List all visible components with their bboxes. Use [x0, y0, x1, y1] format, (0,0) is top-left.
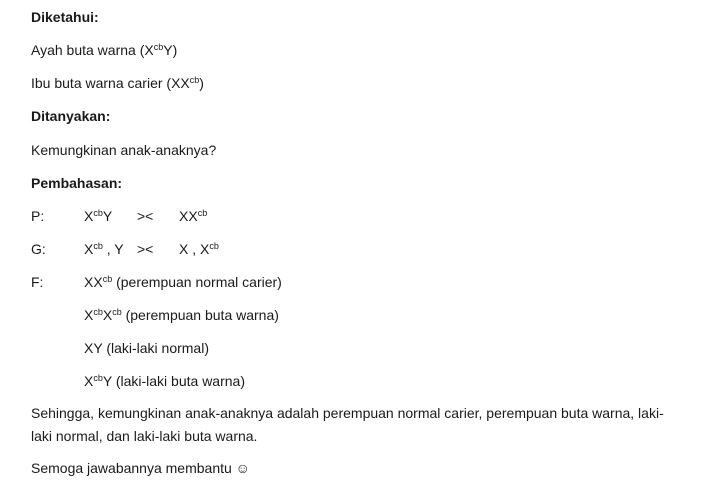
row-g-right-sup: cb	[209, 241, 219, 251]
row-g-right	[179, 240, 219, 260]
row-p-label: P:	[31, 208, 45, 224]
row-f2-base1: X	[84, 307, 94, 323]
row-f1-text: (perempuan normal carier)	[112, 274, 282, 290]
row-f2-text: (perempuan buta warna)	[121, 307, 279, 323]
row-p-right-sup: cb	[197, 208, 208, 218]
row-f4-content	[84, 372, 245, 392]
heading-discussion: Pembahasan:	[31, 175, 123, 191]
row-f3-content: XY (laki-laki normal)	[84, 340, 209, 356]
known-father	[31, 41, 177, 61]
row-f4-sup: cb	[93, 373, 103, 383]
row-f1-sup: cb	[102, 274, 113, 284]
row-g-label: G:	[31, 241, 46, 257]
row-g-left-sup: cb	[93, 241, 103, 251]
mother-end: )	[199, 75, 204, 91]
row-f4-base: X	[84, 373, 94, 389]
heading-asked: Ditanyakan:	[31, 108, 111, 124]
row-p-left-end: Y	[102, 208, 113, 224]
row-p-right-base: XX	[179, 208, 198, 224]
asked-question: Kemungkinan anak-anaknya?	[31, 142, 217, 158]
row-f2-sup1: cb	[93, 307, 103, 317]
father-sup: cb	[153, 42, 164, 52]
row-g-left-base: X	[84, 241, 94, 257]
row-f2-content	[84, 306, 279, 326]
row-f4-text: Y (laki-laki buta warna)	[102, 373, 245, 389]
row-f1-content	[84, 273, 282, 293]
mother-text: Ibu buta warna carier (XX	[31, 75, 190, 91]
row-p-left	[84, 207, 112, 227]
row-f2-base2: X	[102, 307, 113, 323]
row-p-right	[179, 207, 207, 227]
row-g-cross: ><	[137, 241, 154, 257]
row-p-left-sup: cb	[93, 208, 103, 218]
mother-sup: cb	[189, 75, 200, 85]
closing-line: Semoga jawabannya membantu ☺	[31, 460, 250, 476]
known-mother	[31, 74, 204, 94]
conclusion-paragraph: Sehingga, kemungkinan anak-anaknya adalah perempuan normal carier, perempuan buta warna, laki-laki normal, dan laki-laki buta warna.	[31, 405, 664, 444]
father-text: Ayah buta warna (X	[31, 42, 154, 58]
row-g-left	[84, 240, 124, 260]
row-f1-base: XX	[84, 274, 103, 290]
father-end: Y)	[163, 42, 178, 58]
row-f2-sup2: cb	[112, 307, 122, 317]
heading-known: Diketahui:	[31, 9, 99, 25]
row-g-right-base: X , X	[179, 241, 210, 257]
row-p-cross: ><	[137, 208, 154, 224]
row-g-left-end: , Y	[102, 241, 124, 257]
row-f-label: F:	[31, 274, 44, 290]
row-p-left-base: X	[84, 208, 94, 224]
